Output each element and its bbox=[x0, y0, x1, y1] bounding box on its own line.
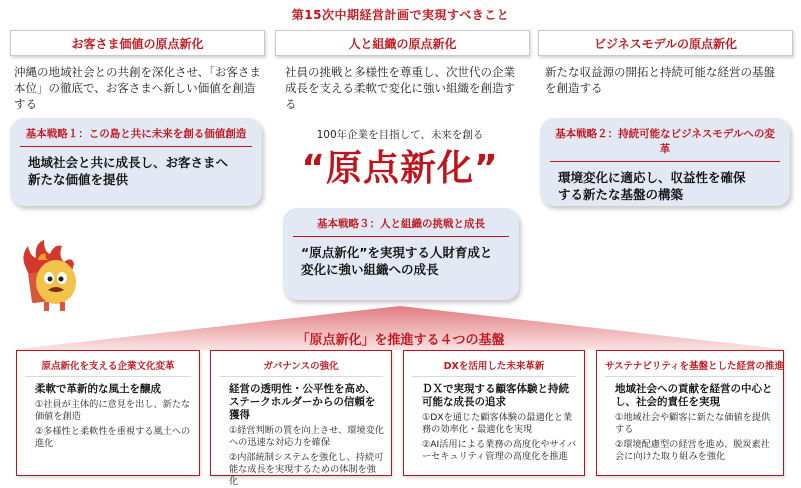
pillar-item: ①経営判断の質を向上させ、環境変化への迅速な対応力を確保 bbox=[229, 425, 384, 448]
strategy-title: 基本戦略３：人と組織の挑戦と成長 bbox=[293, 208, 509, 237]
column-header-business-model: ビジネスモデルの原点新化 bbox=[538, 30, 793, 56]
pillar-title: サステナビリティを基盤とした経営の推進 bbox=[605, 358, 775, 377]
strategy-card-1 bbox=[10, 118, 262, 206]
center-subtitle: 100年企業を目指して、未来を創る bbox=[316, 129, 484, 141]
strategy-title: 基本戦略１：この島と共に未来を創る価値創造 bbox=[20, 118, 252, 147]
strategy-line: 新たな価値を提供 bbox=[28, 172, 129, 187]
strategy-card-2 bbox=[540, 118, 790, 206]
mascot-face bbox=[36, 260, 76, 304]
column-header-customer-value: お客さま価値の原点新化 bbox=[10, 30, 265, 56]
strategy-body bbox=[10, 147, 262, 188]
strategy-title: 基本戦略２：持続可能なビジネスモデルへの変革 bbox=[550, 118, 780, 162]
strategy-card-3 bbox=[283, 208, 519, 300]
pillar-item: ①社員が主体的に意見を出し、新たな価値を創造 bbox=[35, 399, 191, 422]
strategy-line: “原点新化”を実現する人財育成と bbox=[301, 245, 493, 260]
pillar-title: DXを活用した未来革新 bbox=[412, 358, 576, 377]
column-description-people-organization: 社員の挑戦と多様性を尊重し、次世代の企業成長を支える柔軟で変化に強い組織を創造する bbox=[285, 65, 515, 111]
pillar-title: ガバナンスの強化 bbox=[219, 358, 383, 377]
column-description-business-model: 新たな収益源の開拓と持続可能な経営の基盤を創造する bbox=[545, 65, 775, 95]
pillar-item: ②AI活用による業務の高度化やサイバーセキュリティ管理の高度化を推進 bbox=[422, 439, 577, 462]
foundation-label: 「原点新化」を推進する４つの基盤 bbox=[296, 333, 505, 348]
foundation-pillar-culture bbox=[16, 350, 200, 476]
column-description-customer-value: 沖縄の地域社会との共創を深化させ、「お客さま本位」の徹底で、お客さまへ新しい価値を創造する bbox=[14, 65, 261, 111]
foundation-pillar-governance bbox=[210, 350, 392, 487]
pillar-item: ①地域社会や顧客に新たな価値を提供する bbox=[615, 412, 771, 435]
pillar-title: 原点新化を支える企業文化変革 bbox=[25, 358, 191, 377]
strategy-line: 地域社会と共に成長し、お客さまへ bbox=[28, 155, 229, 170]
page-title: 第15次中期経営計画で実現すべきこと bbox=[291, 8, 510, 22]
strategy-line: 変化に強い組織への成長 bbox=[301, 262, 439, 277]
foundation-pillar-dx bbox=[403, 350, 585, 476]
pillar-item: ②内部統制システムを強化し、持続可能な成長を実現するための体制を強化 bbox=[229, 452, 384, 487]
mascot-pupil-left bbox=[48, 277, 53, 282]
pillar-headline: 地域社会への貢献を経営の中心とし、社会的責任を実現 bbox=[615, 383, 773, 408]
pillar-headline: 経営の透明性・公平性を高め、ステークホルダーからの信頼を獲得 bbox=[229, 383, 376, 421]
fire-mascot-icon bbox=[16, 238, 86, 314]
pillar-item: ①DXを通じた顧客体験の最適化と業務の効率化・最適化を実現 bbox=[422, 412, 573, 435]
mascot-pupil-right bbox=[59, 277, 64, 282]
strategy-line: 環境変化に適応し、収益性を確保 bbox=[558, 170, 746, 185]
pillar-item: ②多様性と柔軟性を重視する風土への進化 bbox=[35, 426, 191, 449]
center-slogan: “原点新化” bbox=[301, 148, 499, 189]
column-header-people-organization: 人と組織の原点新化 bbox=[275, 30, 530, 56]
pillar-headline: ＤＸで実現する顧客体験と持続可能な成長の追求 bbox=[422, 383, 569, 408]
pillar-item: ②環境配慮型の経営を進め、脱炭素社会に向けた取り組みを強化 bbox=[615, 439, 770, 462]
strategy-body bbox=[283, 237, 519, 278]
strategy-line: する新たな基盤の構築 bbox=[558, 187, 684, 202]
foundation-pillar-sustainability bbox=[596, 350, 784, 476]
strategy-body bbox=[540, 162, 790, 203]
pillar-headline: 柔軟で革新的な風土を醸成 bbox=[35, 383, 161, 395]
